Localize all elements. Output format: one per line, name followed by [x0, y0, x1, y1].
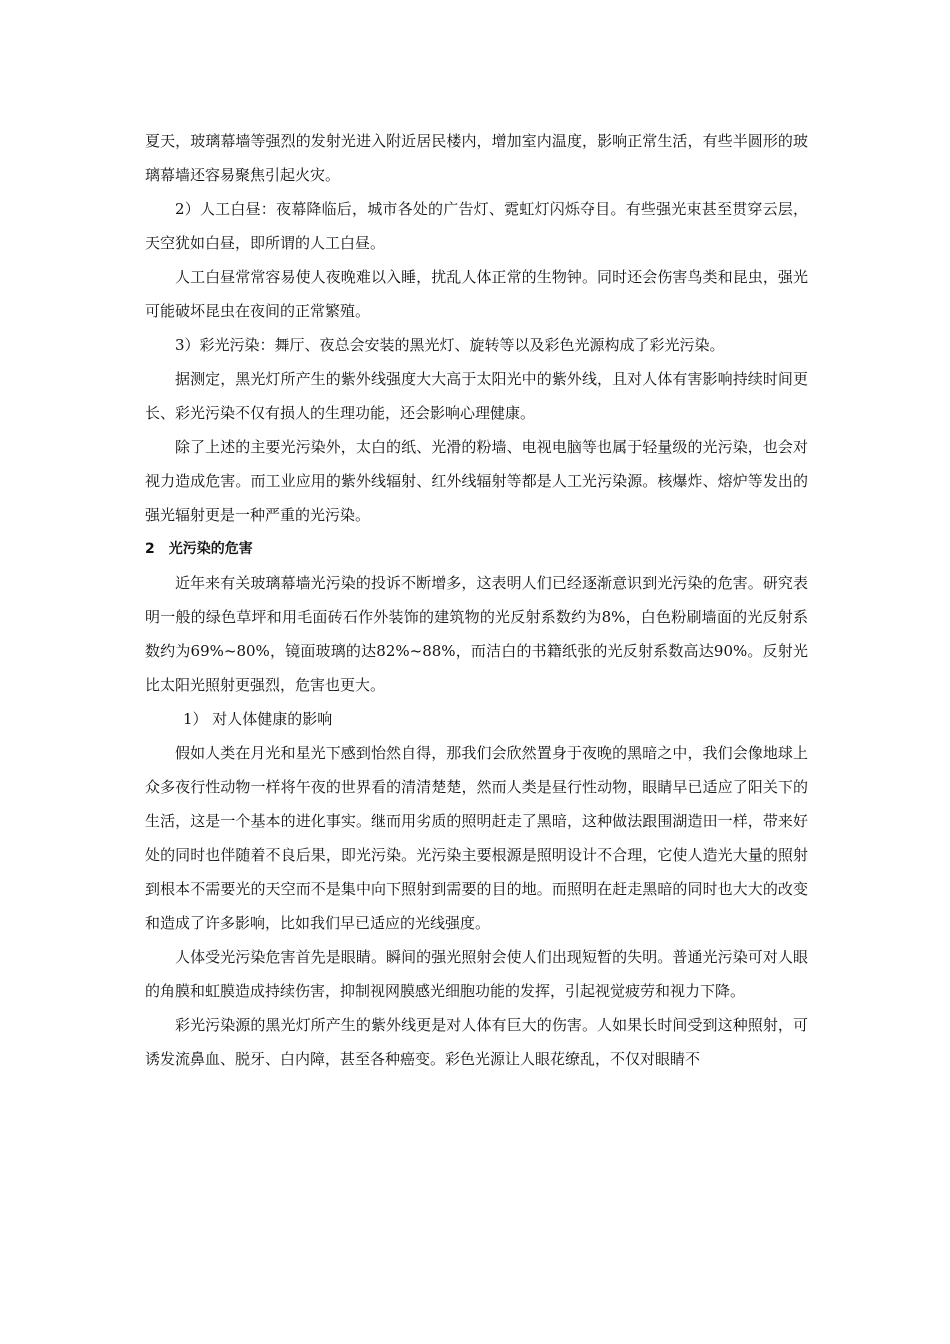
paragraph-daylight-effects: 人工白昼常常容易使人夜晚难以入睡，扰乱人体正常的生物钟。同时还会伤害鸟类和昆虫，强光可能破坏昆虫在夜间的正常繁殖。	[145, 268, 808, 320]
paragraph-color-light-pollution: 3）彩光污染：舞厅、夜总会安装的黑光灯、旋转等以及彩色光源构成了彩光污染。	[175, 336, 725, 354]
paragraph-human-adaptation: 假如人类在月光和星光下感到怡然自得，那我们会欣然置身于夜晚的黑暗之中，我们会像地球上众多夜行性动物一样将午夜的世界看的清清楚楚，然而人类是昼行性动物，眼睛早已适应了阳关下的生活，这是一个基本的进化事实。继而用劣质的照明赶走了黑暗，这种做法跟围湖造田一样，带来好处的同时也伴随着不良后果，即光污染。光污染主要根源是照明设计不合理，它使人造光大量的照射到根本不需要光的天空而不是集中向下照射到需要的目的地。而照明在赶走黑暗的同时也大大的改变和造成了许多影响，比如我们早已适应的光线强度。	[145, 744, 808, 932]
document-body	[145, 124, 808, 1076]
subsection-heading: 1） 对人体健康的影响	[183, 710, 333, 728]
paragraph-uv-harm: 彩光污染源的黑光灯所产生的紫外线更是对人体有巨大的伤害。人如果长时间受到这种照射，可诱发流鼻血、脱牙、白内障，甚至各种癌变。彩色光源让人眼花缭乱，不仅对眼睛不	[145, 1016, 808, 1068]
section-heading: 2 光污染的危害	[145, 541, 253, 557]
paragraph-blacklight-measurement: 据测定，黑光灯所产生的紫外线强度大大高于太阳光中的紫外线，且对人体有害影响持续时间更长、彩光污染不仅有损人的生理功能，还会影响心理健康。	[145, 370, 808, 422]
paragraph-eye-damage: 人体受光污染危害首先是眼睛。瞬间的强光照射会使人们出现短暂的失明。普通光污染可对人眼的角膜和虹膜造成持续伤害，抑制视网膜感光细胞功能的发挥，引起视觉疲劳和视力下降。	[145, 948, 808, 1000]
paragraph-continuation: 夏天，玻璃幕墙等强烈的发射光进入附近居民楼内，增加室内温度，影响正常生活，有些半圆形的玻璃幕墙还容易聚焦引起火灾。	[145, 132, 808, 184]
paragraph-reflection-coefficients: 近年来有关玻璃幕墙光污染的投诉不断增多，这表明人们已经逐渐意识到光污染的危害。研究表明一般的绿色草坪和用毛面砖石作外装饰的建筑物的光反射系数约为8%，白色粉刷墙面的光反射系数约为69%~80%，镜面玻璃的达82%~88%，而洁白的书籍纸张的光反射系数高达90%。反射光比太阳光照射更强烈，危害也更大。	[145, 574, 808, 694]
paragraph-artificial-daylight: 2）人工白昼：夜幕降临后，城市各处的广告灯、霓虹灯闪烁夺目。有些强光束甚至贯穿云层，天空犹如白昼，即所谓的人工白昼。	[145, 200, 808, 252]
paragraph-other-sources: 除了上述的主要光污染外，太白的纸、光滑的粉墙、电视电脑等也属于轻量级的光污染，也会对视力造成危害。而工业应用的紫外线辐射、红外线辐射等都是人工光污染源。核爆炸、熔炉等发出的强光辐射更是一种严重的光污染。	[145, 438, 808, 524]
